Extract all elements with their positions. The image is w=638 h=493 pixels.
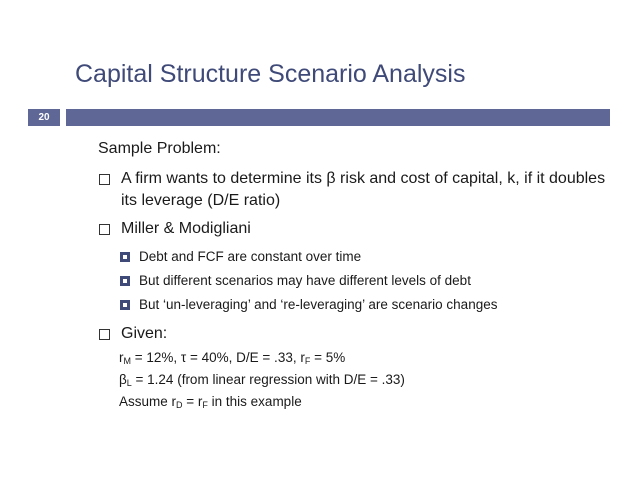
bullet-text: Given:: [121, 325, 168, 342]
bullet-miller-modigliani: [98, 218, 608, 240]
hollow-square-bullet-icon: [99, 174, 110, 185]
filled-square-bullet-icon: [120, 276, 130, 286]
slide-content: [98, 140, 608, 413]
page-number-badge: 20: [28, 109, 60, 126]
sub-bullet-text: Debt and FCF are constant over time: [139, 249, 362, 264]
given-values: [119, 347, 608, 413]
bullet-text: A firm wants to determine its β risk and cost of capital, k, if it doubles its leverage (D/E ratio): [121, 170, 606, 209]
hollow-square-bullet-icon: [99, 224, 110, 235]
sub-bullet: [120, 246, 608, 267]
filled-square-bullet-icon: [120, 300, 130, 310]
given-line-beta: $\beta_L = 1.24$ (from linear regression with D/E = .33): [119, 372, 405, 388]
filled-square-bullet-icon: [120, 252, 130, 262]
sub-bullet-text: But different scenarios may have different levels of debt: [139, 273, 471, 288]
given-line-rates: $r_M = 12\%$, τ = 40%, D/E = .33, $r_F = 5\%$: [119, 350, 346, 366]
bullet-text: Miller & Modigliani: [121, 220, 251, 237]
hollow-square-bullet-icon: [99, 329, 110, 340]
bullet-given: [98, 323, 608, 345]
title-divider-bar: [66, 109, 610, 126]
given-line-assumption: Assume $r_D = r_F$ in this example: [119, 394, 302, 410]
intro-text: Sample Problem:: [98, 140, 221, 157]
sub-bullet: [120, 294, 608, 315]
slide-title: Capital Structure Scenario Analysis: [75, 60, 466, 88]
bullet-firm-goal: [98, 168, 608, 212]
sub-bullet-text: But ‘un-leveraging’ and ‘re-leveraging’ are scenario changes: [139, 297, 498, 312]
sub-bullet: [120, 270, 608, 291]
